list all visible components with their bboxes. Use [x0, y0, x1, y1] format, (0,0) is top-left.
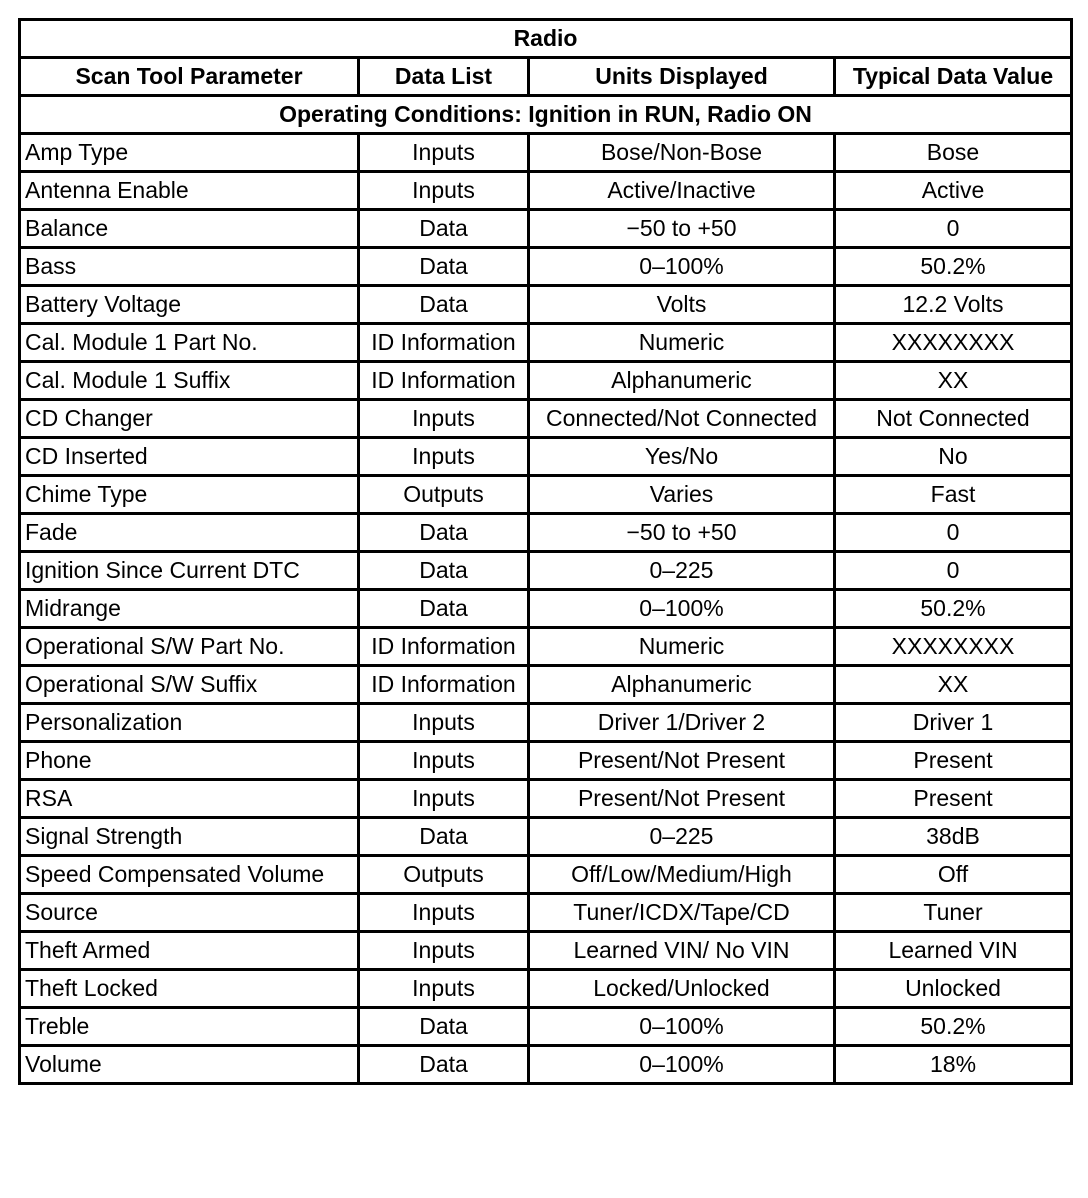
cell-data-list: Data	[359, 286, 529, 324]
cell-units: Locked/Unlocked	[529, 970, 835, 1008]
cell-typical-value: 0	[835, 514, 1072, 552]
cell-parameter: Source	[20, 894, 359, 932]
table-row	[20, 286, 1072, 324]
table-row	[20, 134, 1072, 172]
operating-conditions-header: Operating Conditions: Ignition in RUN, Radio ON	[20, 96, 1072, 134]
cell-parameter: Fade	[20, 514, 359, 552]
cell-data-list: ID Information	[359, 362, 529, 400]
table-row	[20, 704, 1072, 742]
table-row	[20, 438, 1072, 476]
cell-data-list: Data	[359, 590, 529, 628]
table-row	[20, 894, 1072, 932]
cell-typical-value: 18%	[835, 1046, 1072, 1084]
cell-data-list: Data	[359, 1046, 529, 1084]
cell-data-list: Inputs	[359, 932, 529, 970]
cell-typical-value: Bose	[835, 134, 1072, 172]
cell-typical-value: Learned VIN	[835, 932, 1072, 970]
title-row	[20, 20, 1072, 58]
cell-parameter: CD Changer	[20, 400, 359, 438]
cell-units: −50 to +50	[529, 210, 835, 248]
cell-data-list: Inputs	[359, 970, 529, 1008]
cell-units: Alphanumeric	[529, 666, 835, 704]
cell-typical-value: Unlocked	[835, 970, 1072, 1008]
cell-units: Present/Not Present	[529, 742, 835, 780]
column-header-units: Units Displayed	[529, 58, 835, 96]
cell-units: Tuner/ICDX/Tape/CD	[529, 894, 835, 932]
cell-typical-value: No	[835, 438, 1072, 476]
cell-units: Numeric	[529, 324, 835, 362]
cell-units: Bose/Non-Bose	[529, 134, 835, 172]
cell-typical-value: Present	[835, 780, 1072, 818]
cell-typical-value: XX	[835, 666, 1072, 704]
table-row	[20, 248, 1072, 286]
cell-typical-value: 12.2 Volts	[835, 286, 1072, 324]
cell-data-list: Inputs	[359, 742, 529, 780]
cell-data-list: Inputs	[359, 704, 529, 742]
cell-data-list: ID Information	[359, 324, 529, 362]
cell-parameter: Theft Locked	[20, 970, 359, 1008]
cell-parameter: Theft Armed	[20, 932, 359, 970]
cell-parameter: Treble	[20, 1008, 359, 1046]
cell-units: 0–225	[529, 818, 835, 856]
cell-typical-value: XX	[835, 362, 1072, 400]
table-row	[20, 476, 1072, 514]
cell-units: Active/Inactive	[529, 172, 835, 210]
cell-typical-value: Not Connected	[835, 400, 1072, 438]
table-row	[20, 742, 1072, 780]
table-row	[20, 362, 1072, 400]
cell-data-list: Inputs	[359, 894, 529, 932]
table-row	[20, 514, 1072, 552]
cell-parameter: Personalization	[20, 704, 359, 742]
cell-parameter: Chime Type	[20, 476, 359, 514]
table-row	[20, 856, 1072, 894]
cell-typical-value: Driver 1	[835, 704, 1072, 742]
table-row	[20, 552, 1072, 590]
cell-typical-value: 50.2%	[835, 1008, 1072, 1046]
cell-data-list: Outputs	[359, 476, 529, 514]
table-row	[20, 400, 1072, 438]
cell-data-list: Data	[359, 210, 529, 248]
cell-data-list: Data	[359, 552, 529, 590]
cell-typical-value: Tuner	[835, 894, 1072, 932]
cell-parameter: Signal Strength	[20, 818, 359, 856]
cell-units: Connected/Not Connected	[529, 400, 835, 438]
table-row	[20, 932, 1072, 970]
cell-parameter: Antenna Enable	[20, 172, 359, 210]
cell-units: Varies	[529, 476, 835, 514]
table-row	[20, 590, 1072, 628]
table-row	[20, 324, 1072, 362]
table-row	[20, 1046, 1072, 1084]
cell-parameter: Operational S/W Suffix	[20, 666, 359, 704]
column-header-typical-value: Typical Data Value	[835, 58, 1072, 96]
cell-data-list: ID Information	[359, 628, 529, 666]
cell-typical-value: Off	[835, 856, 1072, 894]
document-sheet	[18, 18, 1070, 1085]
cell-parameter: RSA	[20, 780, 359, 818]
radio-data-table	[18, 18, 1073, 1085]
column-header-row	[20, 58, 1072, 96]
cell-units: Numeric	[529, 628, 835, 666]
cell-parameter: Midrange	[20, 590, 359, 628]
table-row	[20, 818, 1072, 856]
cell-data-list: Outputs	[359, 856, 529, 894]
cell-data-list: Data	[359, 514, 529, 552]
cell-parameter: Volume	[20, 1046, 359, 1084]
cell-units: 0–100%	[529, 1046, 835, 1084]
cell-data-list: Data	[359, 248, 529, 286]
cell-typical-value: 38dB	[835, 818, 1072, 856]
cell-data-list: Inputs	[359, 172, 529, 210]
cell-data-list: Inputs	[359, 134, 529, 172]
cell-typical-value: Present	[835, 742, 1072, 780]
cell-units: Present/Not Present	[529, 780, 835, 818]
cell-data-list: Inputs	[359, 780, 529, 818]
cell-units: Volts	[529, 286, 835, 324]
cell-parameter: Battery Voltage	[20, 286, 359, 324]
cell-parameter: CD Inserted	[20, 438, 359, 476]
cell-typical-value: XXXXXXXX	[835, 324, 1072, 362]
cell-typical-value: 0	[835, 210, 1072, 248]
cell-units: −50 to +50	[529, 514, 835, 552]
cell-units: 0–225	[529, 552, 835, 590]
table-row	[20, 970, 1072, 1008]
cell-typical-value: XXXXXXXX	[835, 628, 1072, 666]
cell-units: 0–100%	[529, 248, 835, 286]
table-row	[20, 666, 1072, 704]
cell-units: 0–100%	[529, 590, 835, 628]
cell-units: Learned VIN/ No VIN	[529, 932, 835, 970]
cell-units: Yes/No	[529, 438, 835, 476]
section-row	[20, 96, 1072, 134]
cell-typical-value: 50.2%	[835, 590, 1072, 628]
table-title: Radio	[20, 20, 1072, 58]
table-row	[20, 1008, 1072, 1046]
cell-data-list: ID Information	[359, 666, 529, 704]
cell-parameter: Cal. Module 1 Suffix	[20, 362, 359, 400]
cell-data-list: Inputs	[359, 400, 529, 438]
cell-units: 0–100%	[529, 1008, 835, 1046]
cell-data-list: Data	[359, 1008, 529, 1046]
cell-parameter: Ignition Since Current DTC	[20, 552, 359, 590]
cell-data-list: Inputs	[359, 438, 529, 476]
column-header-parameter: Scan Tool Parameter	[20, 58, 359, 96]
cell-parameter: Operational S/W Part No.	[20, 628, 359, 666]
cell-units: Driver 1/Driver 2	[529, 704, 835, 742]
column-header-data-list: Data List	[359, 58, 529, 96]
cell-units: Alphanumeric	[529, 362, 835, 400]
cell-typical-value: Fast	[835, 476, 1072, 514]
table-row	[20, 172, 1072, 210]
cell-data-list: Data	[359, 818, 529, 856]
cell-typical-value: 50.2%	[835, 248, 1072, 286]
cell-parameter: Balance	[20, 210, 359, 248]
cell-parameter: Bass	[20, 248, 359, 286]
cell-typical-value: Active	[835, 172, 1072, 210]
cell-parameter: Amp Type	[20, 134, 359, 172]
cell-parameter: Cal. Module 1 Part No.	[20, 324, 359, 362]
table-body	[20, 134, 1072, 1084]
table-row	[20, 780, 1072, 818]
table-row	[20, 628, 1072, 666]
cell-parameter: Phone	[20, 742, 359, 780]
cell-units: Off/Low/Medium/High	[529, 856, 835, 894]
table-row	[20, 210, 1072, 248]
cell-typical-value: 0	[835, 552, 1072, 590]
cell-parameter: Speed Compensated Volume	[20, 856, 359, 894]
